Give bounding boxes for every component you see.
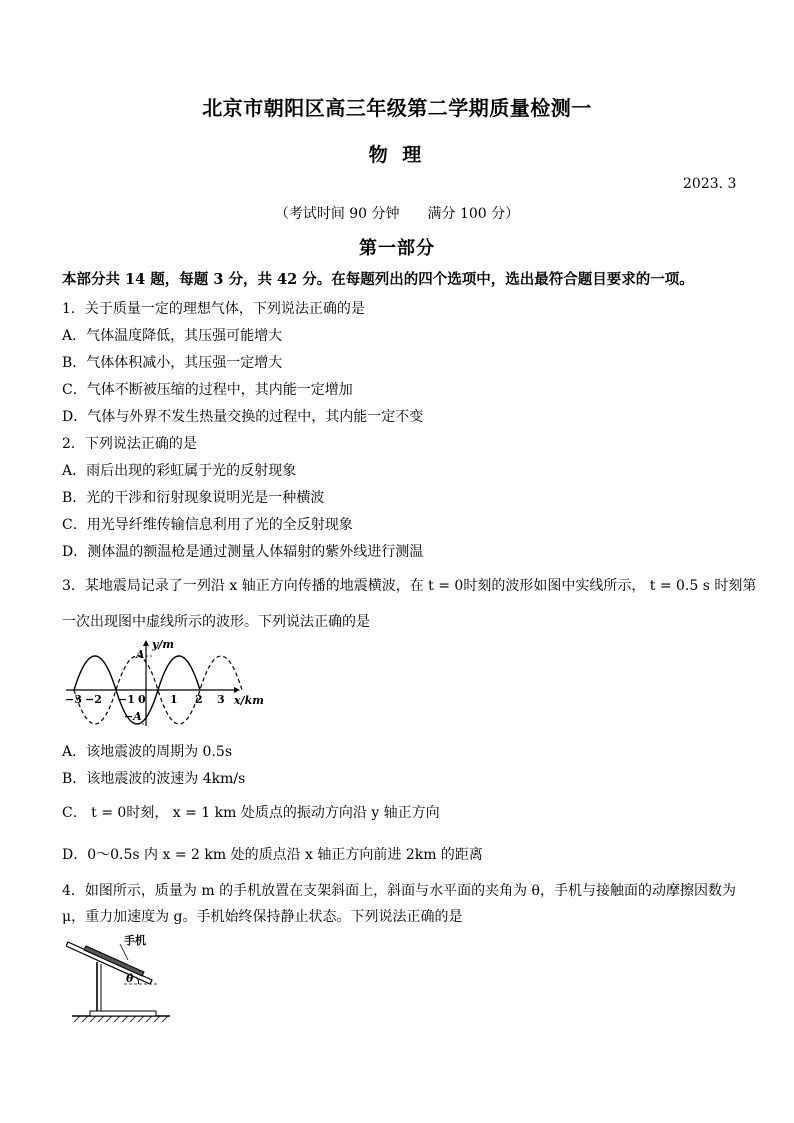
q2-option-a: A．雨后出现的彩虹属于光的反射现象 [62,463,297,479]
tick-label-3: 3 [217,693,225,706]
stand-base [90,1011,156,1016]
y-axis-arrow [143,640,149,646]
tick-label-neg3: −3 [65,693,82,706]
part-instruction: 本部分共 14 题，每题 3 分，共 42 分。在每题列出的四个选项中，选出最符合题目要求的一项。 [62,271,694,288]
q4-stem-line1: 4．如图所示，质量为 m 的手机放置在支架斜面上，斜面与水平面的夹角为 θ，手机与接触面的动摩擦因数为 [62,883,736,899]
q1-option-b: B．气体体积减小，其压强一定增大 [62,355,283,371]
q1-option-d: D．气体与外界不发生热量交换的过程中，其内能一定不变 [62,409,424,425]
x-axis-arrow [234,687,240,693]
subject-title: 物 理 [368,144,426,166]
tick-label-2: 2 [195,693,203,706]
exam-info: （考试时间 90 分钟 满分 100 分） [274,206,520,222]
q3-stem-line2: 一次出现图中虚线所示的波形。下列说法正确的是 [62,614,370,630]
amp-label-neg: −A [124,710,142,723]
q1-option-c: C．气体不断被压缩的过程中，其内能一定增加 [62,382,353,398]
y-axis-label: y/m [152,638,175,651]
q3-stem-line1: 3．某地震局记录了一列沿 x 轴正方向传播的地震横波，在 t = 0时刻的波形如图中实线所示， t = 0.5 s 时刻第 [62,578,757,594]
phone-label: 手机 [124,934,146,947]
part-title: 第一部分 [359,238,435,259]
q4-stem-line2: μ，重力加速度为 g。手机始终保持静止状态。下列说法正确的是 [62,909,463,925]
q2-stem: 2．下列说法正确的是 [62,436,197,452]
phone-icon [84,946,144,976]
amp-label-pos: A [136,648,145,661]
q3-option-a: A．该地震波的周期为 0.5s [62,744,233,760]
q1-stem: 1．关于质量一定的理想气体，下列说法正确的是 [62,301,365,317]
q3-option-b: B．该地震波的波速为 4km/s [62,771,246,787]
wave-figure [62,636,272,732]
ground-hatching [74,1016,168,1022]
q2-option-d: D．测体温的额温枪是通过测量人体辐射的紫外线进行测温 [62,544,424,560]
tick-label-neg1: −1 [118,693,135,706]
q2-option-b: B．光的干涉和衍射现象说明光是一种横波 [62,490,325,506]
angle-label: θ [126,972,134,985]
q3-option-c: C． t = 0时刻， x = 1 km 处质点的振动方向沿 y 轴正方向 [62,805,440,821]
incline-plate [66,942,152,984]
x-axis-label: x/km [234,694,264,707]
tick-label-neg2: −2 [85,693,102,706]
phone-stand-figure [66,932,176,1028]
exam-date: 2023. 3 [683,176,737,192]
q3-option-d: D．0～0.5s 内 x = 2 km 处的质点沿 x 轴正方向前进 2km 的距离 [62,847,483,863]
tick-label-0: 0 [138,693,146,706]
q1-option-a: A．气体温度降低，其压强可能增大 [62,328,283,344]
tick-label-1: 1 [170,693,178,706]
exam-title: 北京市朝阳区高三年级第二学期质量检测一 [202,96,592,120]
q2-option-c: C．用光导纤维传输信息利用了光的全反射现象 [62,517,353,533]
